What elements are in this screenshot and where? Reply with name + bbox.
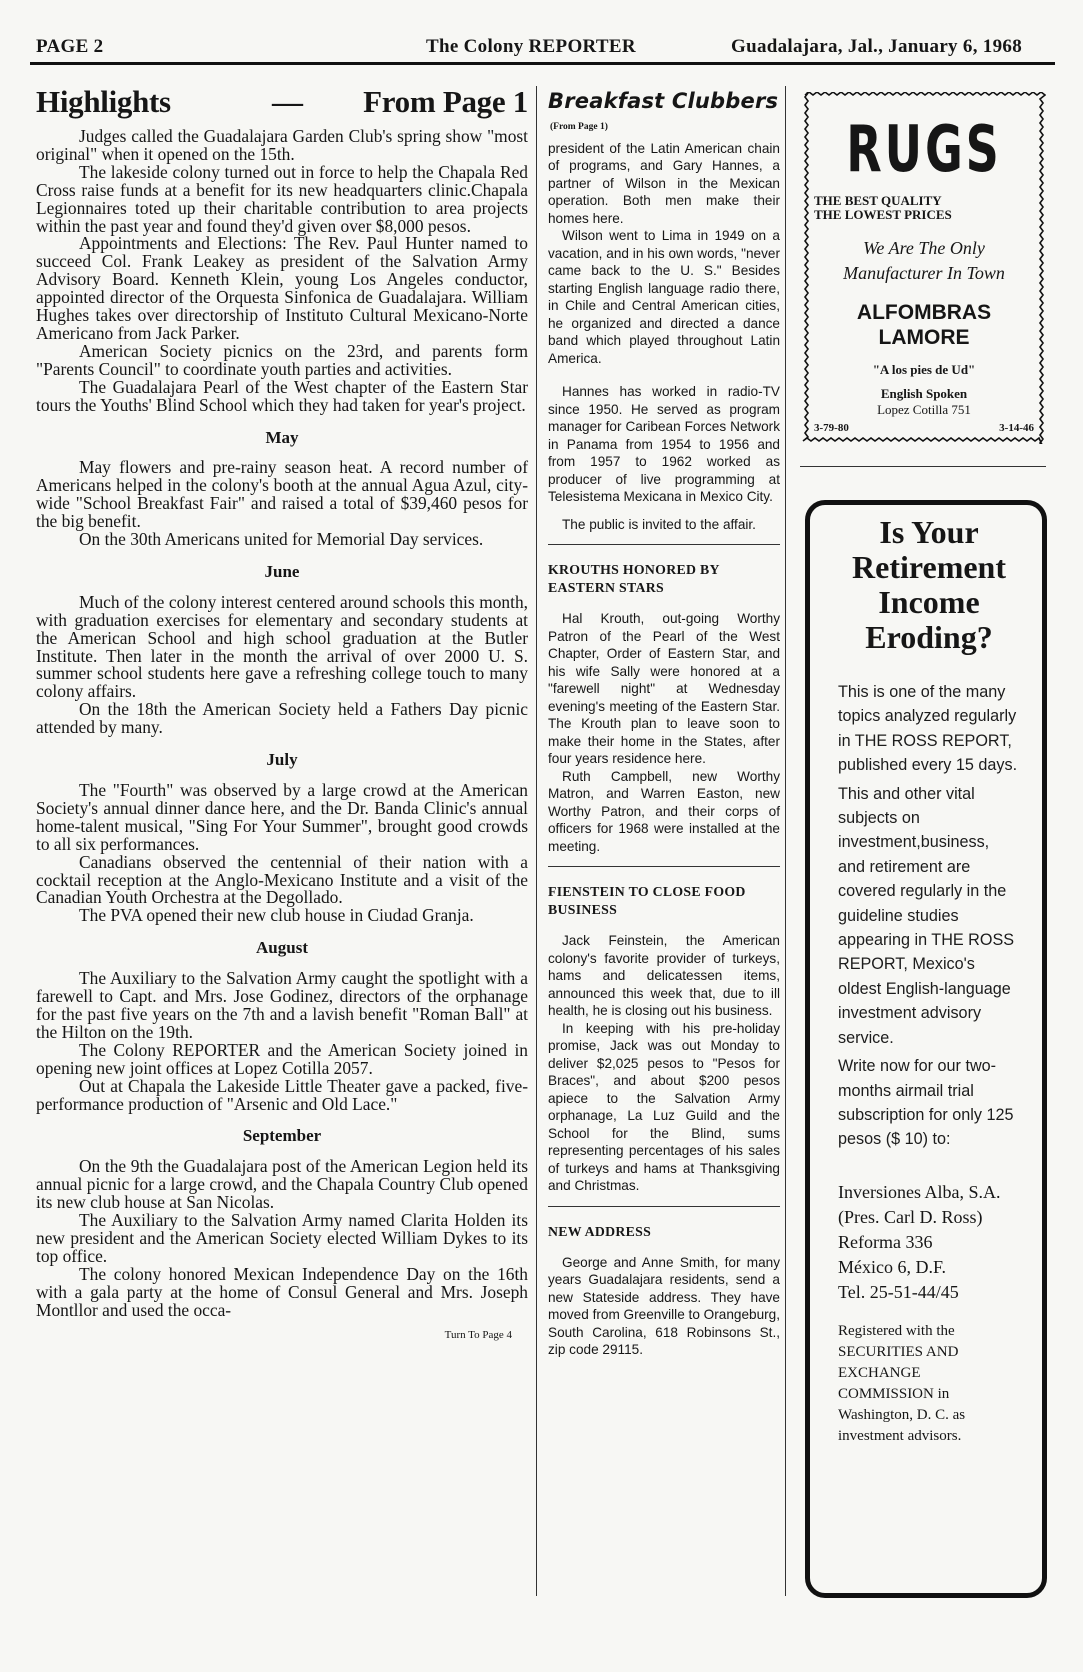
- middle-column: [548, 88, 780, 1359]
- article-paragraph: The Auxiliary to the Salvation Army caught the spotlight with a farewell to Capt. and Mrs. Jose Godinez, directors of the orphanage for the past five years on the 7th and a lavish benefit "Roman Ball" at the Hilton on the 19th.: [36, 968, 528, 1042]
- address-line: México 6, D.F.: [838, 1256, 947, 1277]
- article-paragraph: Appointments and Elections: The Rev. Paul Hunter named to succeed Col. Frank Leakey as president of the Salvation Army Advisory Board. Kenneth Klein, young Los Angeles conductor, appointed director of the Orquesta Sinfonica de Guadalajara. William Hughes takes over directorship of Instituto Cultural Mexicano-Norte Americano from Jack Parker.: [36, 233, 528, 343]
- ad-paragraph: This and other vital subjects on investment,business, and retirement are covered regularly in the guideline studies appearing in THE ROSS REPORT, Mexico's oldest English-language investment advisory service.: [838, 784, 1015, 1047]
- article-paragraph: The Guadalajara Pearl of the West chapter of the Eastern Star tours the Youths' Blind School which they had taken for year's project.: [36, 376, 528, 415]
- article-paragraph: May flowers and pre-rainy season heat. A record number of Americans helped in the colony's booth at the annual Agua Azul, city-wide "School Breakfast Fair" and raised a total of $39,460 pesos for the big benefit.: [36, 457, 528, 532]
- article-paragraph: Canadians observed the centennial of their nation with a cocktail reception at the Anglo-Mexicano Institute and a visit of the Canadian Youth Orchestra at the Degollado.: [36, 851, 528, 908]
- fienstein-headline: FIENSTEIN TO CLOSE FOOD BUSINESS: [548, 884, 746, 917]
- rugs-ad-title: RUGS: [846, 113, 1002, 187]
- retirement-ad-title: Is Your Retirement Income Eroding?: [852, 514, 1006, 655]
- article-paragraph: Much of the colony interest centered around schools this month, with graduation exercises for elementary and secondary students at the American School and high school graduation at the Butler Institute. Then later in the month the arrival of over 2000 U. S. summer school students here gave a refreshing college touch to many colony affairs.: [36, 591, 528, 702]
- article-paragraph: On the 18th the American Society held a Fathers Day picnic attended by many.: [36, 699, 528, 738]
- section-divider: [548, 1206, 780, 1207]
- retirement-advertisement: [805, 500, 1047, 1598]
- ad-divider: [800, 466, 1046, 467]
- article-paragraph: American Society picnics on the 23rd, and parents form "Parents Council" to coordinate youth parties and activities.: [36, 340, 528, 379]
- address-line: Inversiones Alba, S.A.: [838, 1181, 1001, 1202]
- address-line: Reforma 336: [838, 1231, 933, 1252]
- article-paragraph: The lakeside colony turned out in force to help the Chapala Red Cross raise funds at a benefit for its new headquarters clinic.Chapala Legionnaires toted up their charitable contribution to area projects within the past year and found they'd given over $8,000 pesos.: [36, 161, 528, 236]
- article-paragraph: Jack Feinstein, the American colony's favorite provider of turkeys, hams and delicatessen items, announced this week that, due to ill health, he is closing out his business.: [548, 933, 780, 1018]
- retirement-ad-registration: Registered with the SECURITIES AND EXCHANGE COMMISSION in Washington, D. C. as investment advisors.: [838, 1322, 966, 1444]
- highlights-headline: [36, 82, 528, 128]
- article-paragraph: Out at Chapala the Lakeside Little Theater gave a packed, five-performance production of "Arsenic and Old Lace.": [36, 1075, 528, 1114]
- retirement-ad-address: [838, 1180, 1020, 1305]
- article-paragraph: Hal Krouth, out-going Worthy Patron of the Pearl of the West Chapter, Order of Eastern Star, and his wife Sally were honored at a "farewell night" at Wednesday evening's meeting of the Eastern Star. The Krouth plan to leave soon to make their home in the States, after four years residence here.: [548, 611, 780, 766]
- header-rule: [30, 62, 1055, 65]
- month-heading-may: May: [265, 427, 299, 447]
- ad-paragraph: This is one of the many topics analyzed regularly in THE ROSS REPORT, published every 15 days.: [838, 683, 1018, 775]
- dateline: Guadalajara, Jal., January 6, 1968: [731, 36, 1022, 57]
- rugs-best-quality: THE BEST QUALITY: [814, 193, 942, 208]
- section-divider: [548, 866, 780, 867]
- article-paragraph: Hannes has worked in radio-TV since 1950. He served as program manager for Caribean Forces Network in Panama from 1954 to 1956 and from 1957 to 1962 worked as producer of live programming at Telesistema Mexicana in Mexico City.: [548, 384, 780, 504]
- section-divider: [548, 544, 780, 545]
- krouths-headline: KROUTHS HONORED BY EASTERN STARS: [548, 562, 720, 595]
- rugs-company-name: ALFOMBRAS LAMORE: [856, 301, 992, 349]
- article-paragraph: Ruth Campbell, new Worthy Matron, and Warren Easton, new Worthy Patron, and their corps of officers for 1968 were installed at the meeting.: [548, 768, 780, 854]
- article-paragraph: George and Anne Smith, for many years Guadalajara residents, send a new Stateside address. They have moved from Greenville to Orangeburg, South Carolina, 618 Robinsons St., zip code 29115.: [548, 1254, 780, 1357]
- article-paragraph: The "Fourth" was observed by a large crowd at the American Society's annual dinner dance here, and the Dr. Banda Clinic's annual home-talent musical, "Sing For Your Summer", brought good crowds to all six performances.: [36, 780, 528, 854]
- new-address-headline: NEW ADDRESS: [548, 1223, 652, 1239]
- month-heading-september: September: [242, 1126, 322, 1146]
- month-heading-august: August: [256, 938, 308, 958]
- from-page-note: (From Page 1): [550, 122, 608, 132]
- article-paragraph: Judges called the Guadalajara Garden Club's spring show "most original" when it opened on the 15th.: [36, 126, 528, 164]
- retirement-ad-body: [838, 680, 1020, 1152]
- rugs-phones: [814, 422, 1034, 434]
- article-paragraph: On the 9th the Guadalajara post of the American Legion held its annual picnic for a large crowd, and the Chapala Country Club opened its new club house at San Nicolas.: [36, 1156, 528, 1213]
- article-paragraph: The colony honored Mexican Independence Day on the 16th with a gala party at the home of Consul General and Mrs. Joseph Montllor and used the occa-: [36, 1263, 528, 1320]
- rugs-only-manufacturer: We Are The Only Manufacturer In Town: [843, 238, 1005, 283]
- article-paragraph: In keeping with his pre-holiday promise, Jack was out Monday to deliver $2,025 pesos to "Pesos for Braces", and about $200 pesos apiece to the Salvation Army orphanage, La Luz Guild and the School for the Blind, sums representing percentages of his sales of turkeys and hams at Thanksgiving and Christmas.: [548, 1020, 780, 1193]
- column-rule: [785, 86, 786, 1596]
- article-paragraph: The Colony REPORTER and the American Society joined in opening new joint offices at Lopez Cotilla 2057.: [36, 1039, 528, 1078]
- rugs-phone: 3-79-80: [814, 422, 849, 434]
- headline-right: From Page 1: [363, 84, 528, 119]
- month-heading-july: July: [266, 750, 298, 770]
- article-paragraph: The PVA opened their new club house in Ciudad Granja.: [79, 905, 474, 926]
- article-paragraph: The Auxiliary to the Salvation Army named Clarita Holden its new president and the American Society elected William Dykes to its top office.: [36, 1210, 528, 1266]
- rugs-advertisement: [802, 92, 1046, 444]
- address-line: (Pres. Carl D. Ross): [838, 1206, 983, 1227]
- rugs-phone: 3-14-46: [999, 422, 1034, 434]
- article-paragraph: The public is invited to the affair.: [562, 516, 756, 532]
- rugs-lowest-prices: THE LOWEST PRICES: [814, 207, 952, 222]
- page-number: PAGE 2: [36, 36, 104, 57]
- continued-jump-line: Turn To Page 4: [444, 1329, 512, 1342]
- rugs-english-spoken: English Spoken: [880, 386, 968, 401]
- address-line: Tel. 25-51-44/45: [838, 1281, 959, 1302]
- column-rule: [536, 86, 537, 1596]
- newspaper-name: The Colony REPORTER: [426, 36, 636, 57]
- headline-dash: —: [272, 84, 303, 119]
- ad-paragraph: Write now for our two-months airmail trial subscription for only 125 pesos ($ 10) to:: [838, 1057, 1014, 1149]
- breakfast-clubbers-headline: Breakfast Clubbers: [548, 89, 779, 113]
- article-paragraph: president of the Latin American chain of programs, and Gary Hannes, a partner of Wilson in the Mexican operation. Both men make their homes here.: [548, 140, 780, 226]
- article-paragraph: Wilson went to Lima in 1949 on a vacation, and in his own words, "never came back to the U. S." Besides starting English language radio there, in Chile and Central American cities, he organized and directed a dance band which played throughout Latin America.: [548, 228, 780, 366]
- month-heading-june: June: [264, 561, 300, 581]
- rugs-slogan: "A los pies de Ud": [872, 362, 976, 377]
- rugs-address: Lopez Cotilla 751: [877, 402, 971, 417]
- highlights-article: [36, 82, 528, 1345]
- article-paragraph: On the 30th Americans united for Memorial Day services.: [79, 529, 484, 550]
- headline-left: Highlights: [36, 84, 171, 119]
